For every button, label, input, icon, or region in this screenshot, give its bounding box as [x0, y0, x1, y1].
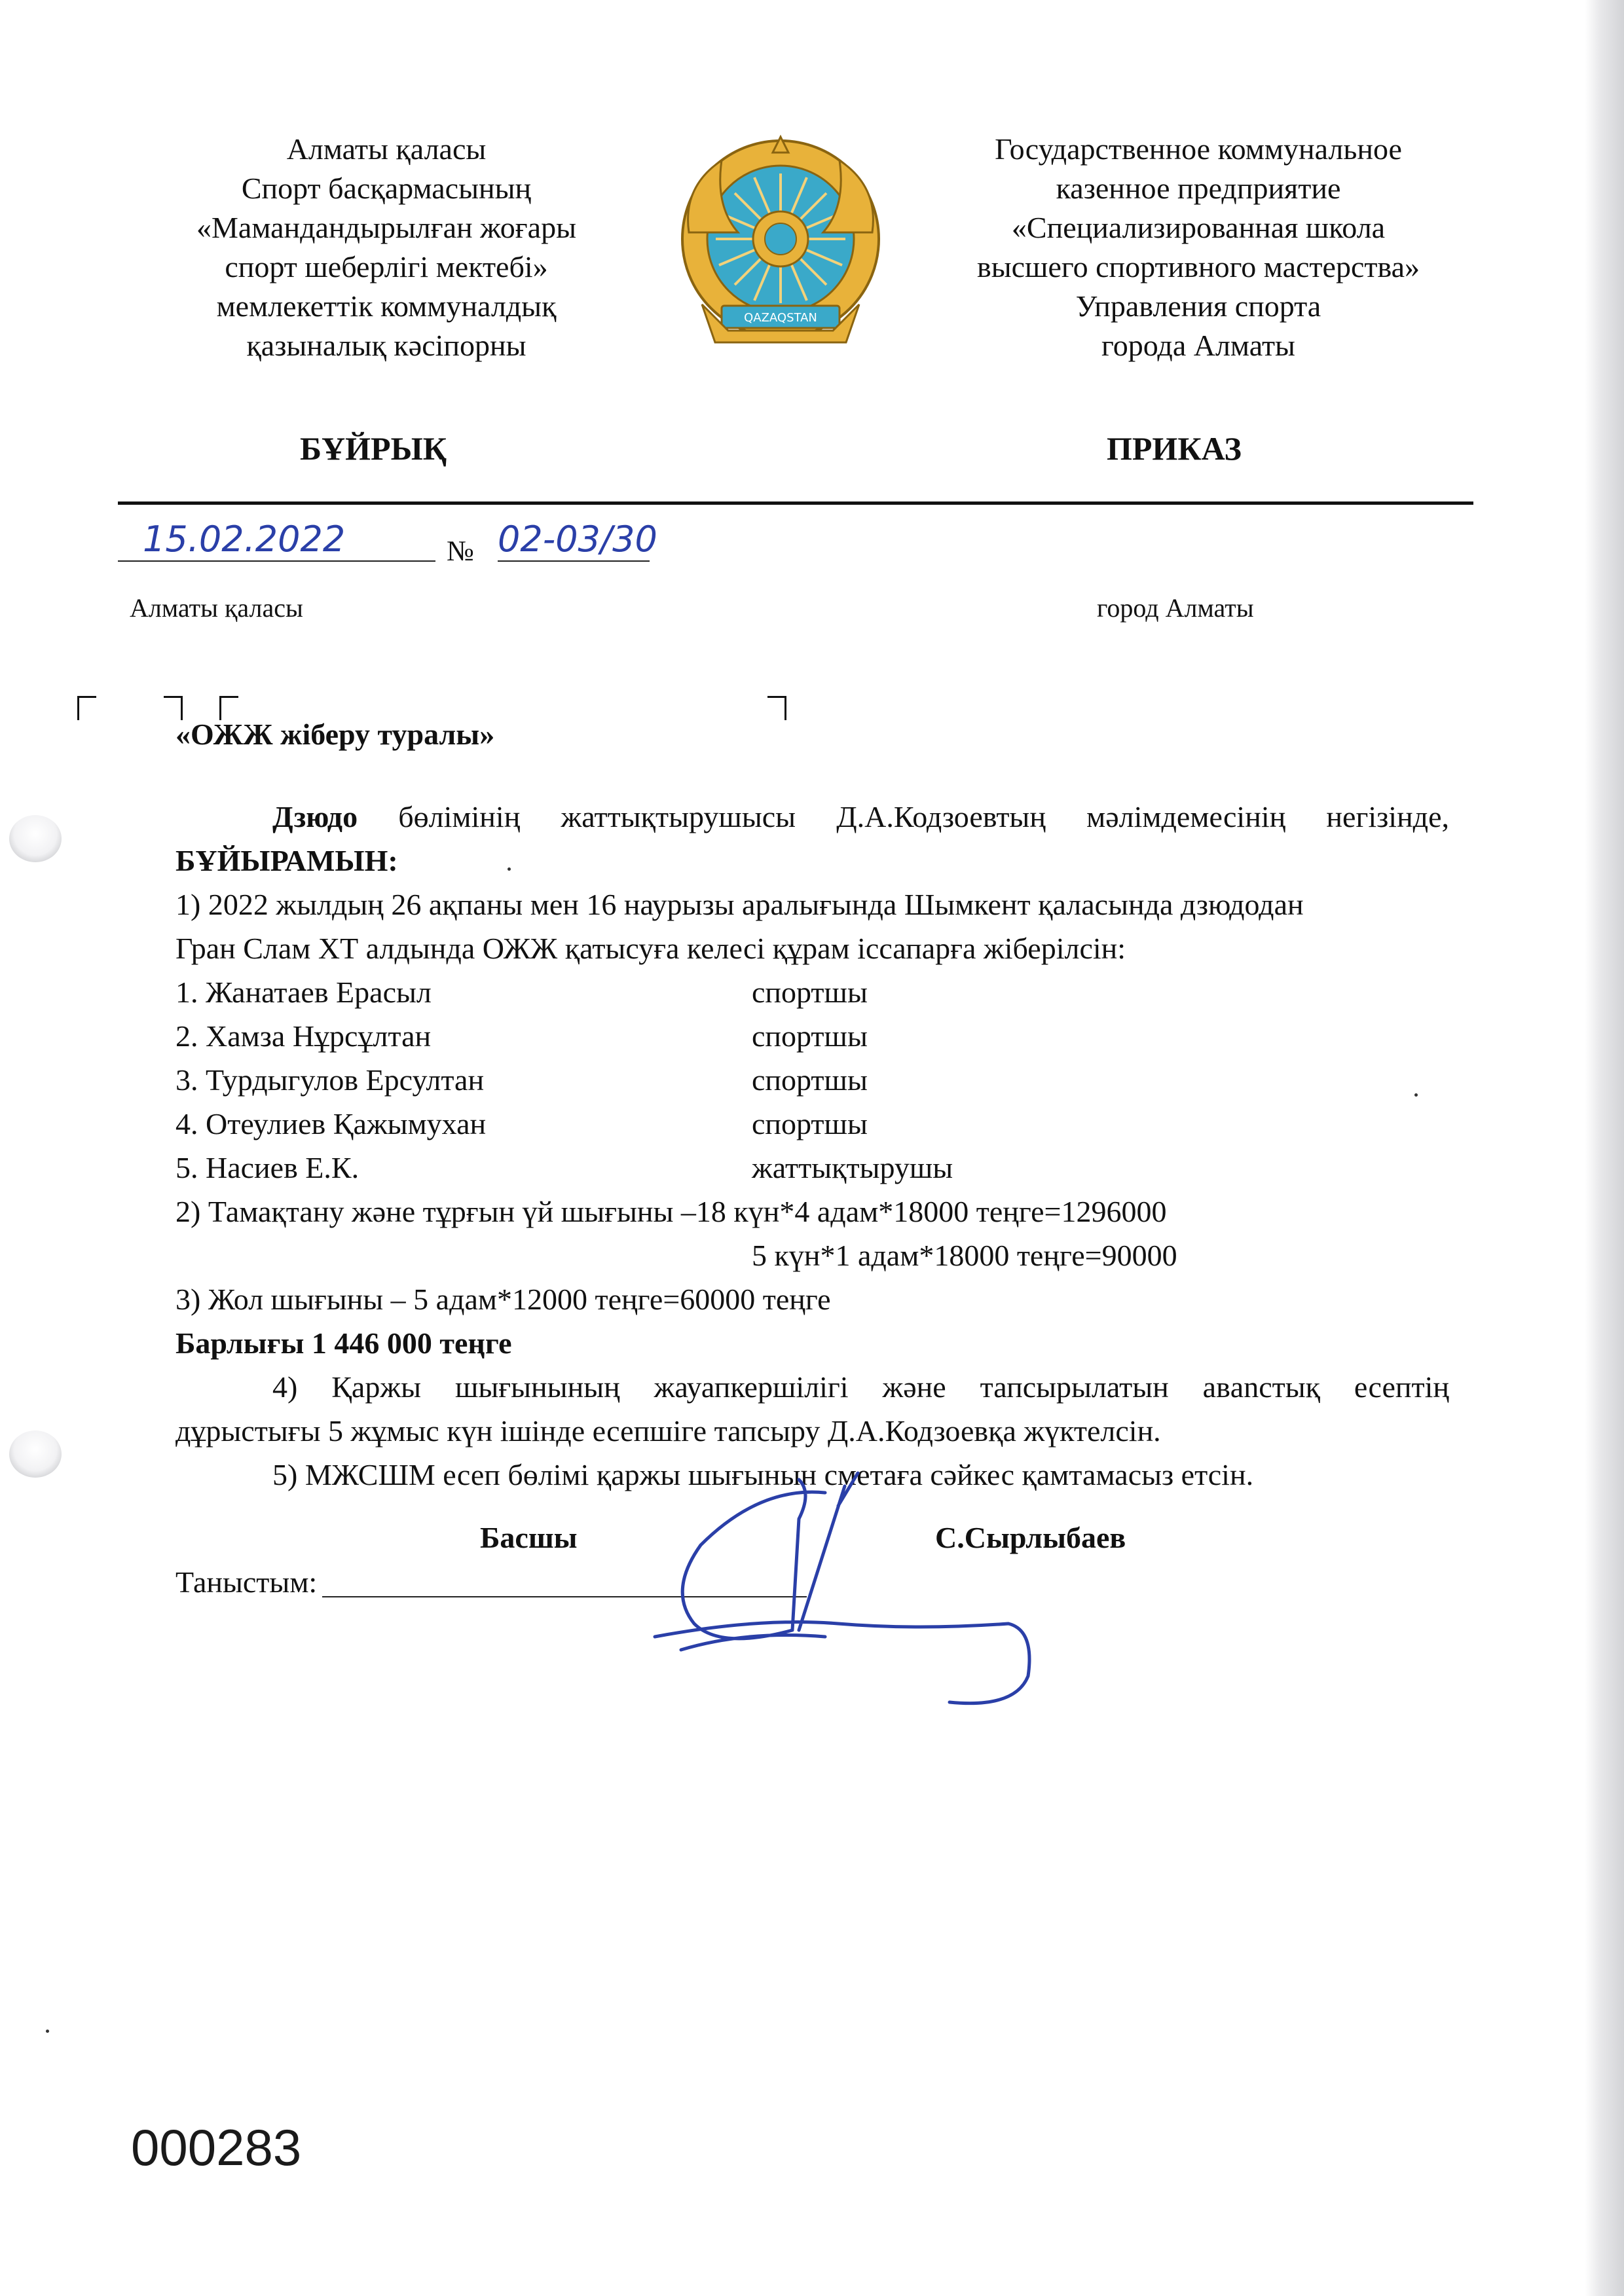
order-subject: «ОЖЖ жіберу туралы» [175, 718, 495, 751]
header-ru-line: города Алматы [1101, 329, 1295, 362]
punch-hole [9, 815, 62, 862]
item4-line1: 4) Қаржы шығынының жауапкершілігі және тапсырылатын авanстық есептің [272, 1370, 1449, 1404]
header-rule [118, 501, 1473, 505]
member-role: спортшы [752, 1107, 868, 1140]
number-sign: № [447, 535, 474, 567]
member-role: жаттықтырушы [752, 1151, 953, 1184]
scan-speck [1414, 1093, 1418, 1097]
member-row [175, 1014, 1449, 1058]
signer-title: Басшы [480, 1521, 578, 1554]
header-ru-line: «Специализированная школа [1011, 211, 1386, 244]
item1-line1: 1) 2022 жылдың 26 ақпаны мен 16 наурызы аралығында Шымкент қаласында дзюдодан [175, 888, 1304, 921]
corner-mark [77, 696, 96, 720]
header-ru [871, 130, 1526, 365]
member-row [175, 970, 1449, 1014]
header-kz-line: «Мамандандырылған жоғары [196, 211, 576, 244]
item2-line2: 5 күн*1 адам*18000 теңге=90000 [752, 1239, 1177, 1272]
page-edge-shadow [1585, 0, 1624, 2296]
total-line: Барлығы 1 446 000 теңге [175, 1326, 512, 1360]
header-ru-line: казенное предприятие [1056, 172, 1341, 205]
title-kz: БҰЙРЫҚ [300, 430, 447, 467]
member-name: 2. Хамза Нұрсұлтан [175, 1019, 432, 1053]
header-ru-line: Управления спорта [1075, 289, 1321, 323]
member-role: спортшы [752, 975, 868, 1009]
member-row [175, 1058, 1449, 1102]
command-line: БҰЙЫРАМЫН: [175, 844, 398, 877]
member-row [175, 1146, 1449, 1190]
place-kz: Алматы қаласы [130, 593, 303, 623]
acquainted-label: Таныстым: [175, 1565, 318, 1599]
order-date: 15.02.2022 [143, 519, 346, 560]
member-role: спортшы [752, 1063, 868, 1097]
header-kz-line: Алматы қаласы [286, 132, 487, 166]
scan-speck [46, 2030, 49, 2033]
item5-line: 5) МЖСШМ есеп бөлімі қаржы шығынын сметаға сәйкес қамтамасыз етсін. [272, 1458, 1254, 1491]
intro-rest: бөлімінің жаттықтырушысы Д.А.Кодзоевтың мәлімдемесінің негізінде, [398, 800, 1450, 833]
signature-handwritten [642, 1467, 1061, 1728]
intro-line [175, 795, 1449, 839]
header-kz-line: мемлекеттік коммуналдық [216, 289, 557, 323]
scan-speck [507, 867, 511, 871]
item1-line2: Гран Слам ХТ алдында ОЖЖ қатысуға келесі құрам іссапарға жіберілсін: [175, 932, 1126, 965]
member-name: 4. Отеулиев Қажымухан [175, 1107, 487, 1140]
date-underline [118, 560, 435, 562]
order-body [175, 795, 1449, 1497]
header-kz [98, 130, 674, 365]
number-underline [498, 560, 650, 562]
intro-bold: Дзюдо [272, 800, 358, 833]
serial-number: 000283 [131, 2119, 302, 2176]
title-ru: ПРИКАЗ [1107, 430, 1242, 467]
header-ru-line: высшего спортивного мастерства» [976, 250, 1420, 283]
order-number: 02-03/30 [498, 519, 657, 560]
member-name: 3. Турдыгулов Ерсултан [175, 1063, 485, 1097]
header-kz-line: спорт шеберлігі мектебі» [225, 250, 548, 283]
punch-hole [9, 1430, 62, 1478]
header-kz-line: қазыналық кәсіпорны [246, 329, 526, 362]
header-kz-line: Спорт басқармасының [241, 172, 532, 205]
item2-line1: 2) Тамақтану және тұрғын үй шығыны –18 күн*4 адам*18000 теңге=1296000 [175, 1195, 1167, 1228]
member-name: 1. Жанатаев Ерасыл [175, 975, 432, 1009]
signer-name: С.Сырлыбаев [935, 1521, 1126, 1554]
header-ru-line: Государственное коммунальное [995, 132, 1402, 166]
state-emblem-icon [676, 134, 885, 350]
member-row [175, 1102, 1449, 1146]
item4-line2: дұрыстығы 5 жұмыс күн ішінде есепшіге тапсыру Д.А.Кодзоевқа жүктелсін. [175, 1414, 1161, 1448]
item3-line: 3) Жол шығыны – 5 адам*12000 теңге=60000 теңге [175, 1283, 831, 1316]
emblem-label: QAZAQSTAN [744, 311, 817, 325]
member-role: спортшы [752, 1019, 868, 1053]
member-name: 5. Насиев Е.К. [175, 1151, 360, 1184]
place-ru: город Алматы [1097, 593, 1254, 623]
